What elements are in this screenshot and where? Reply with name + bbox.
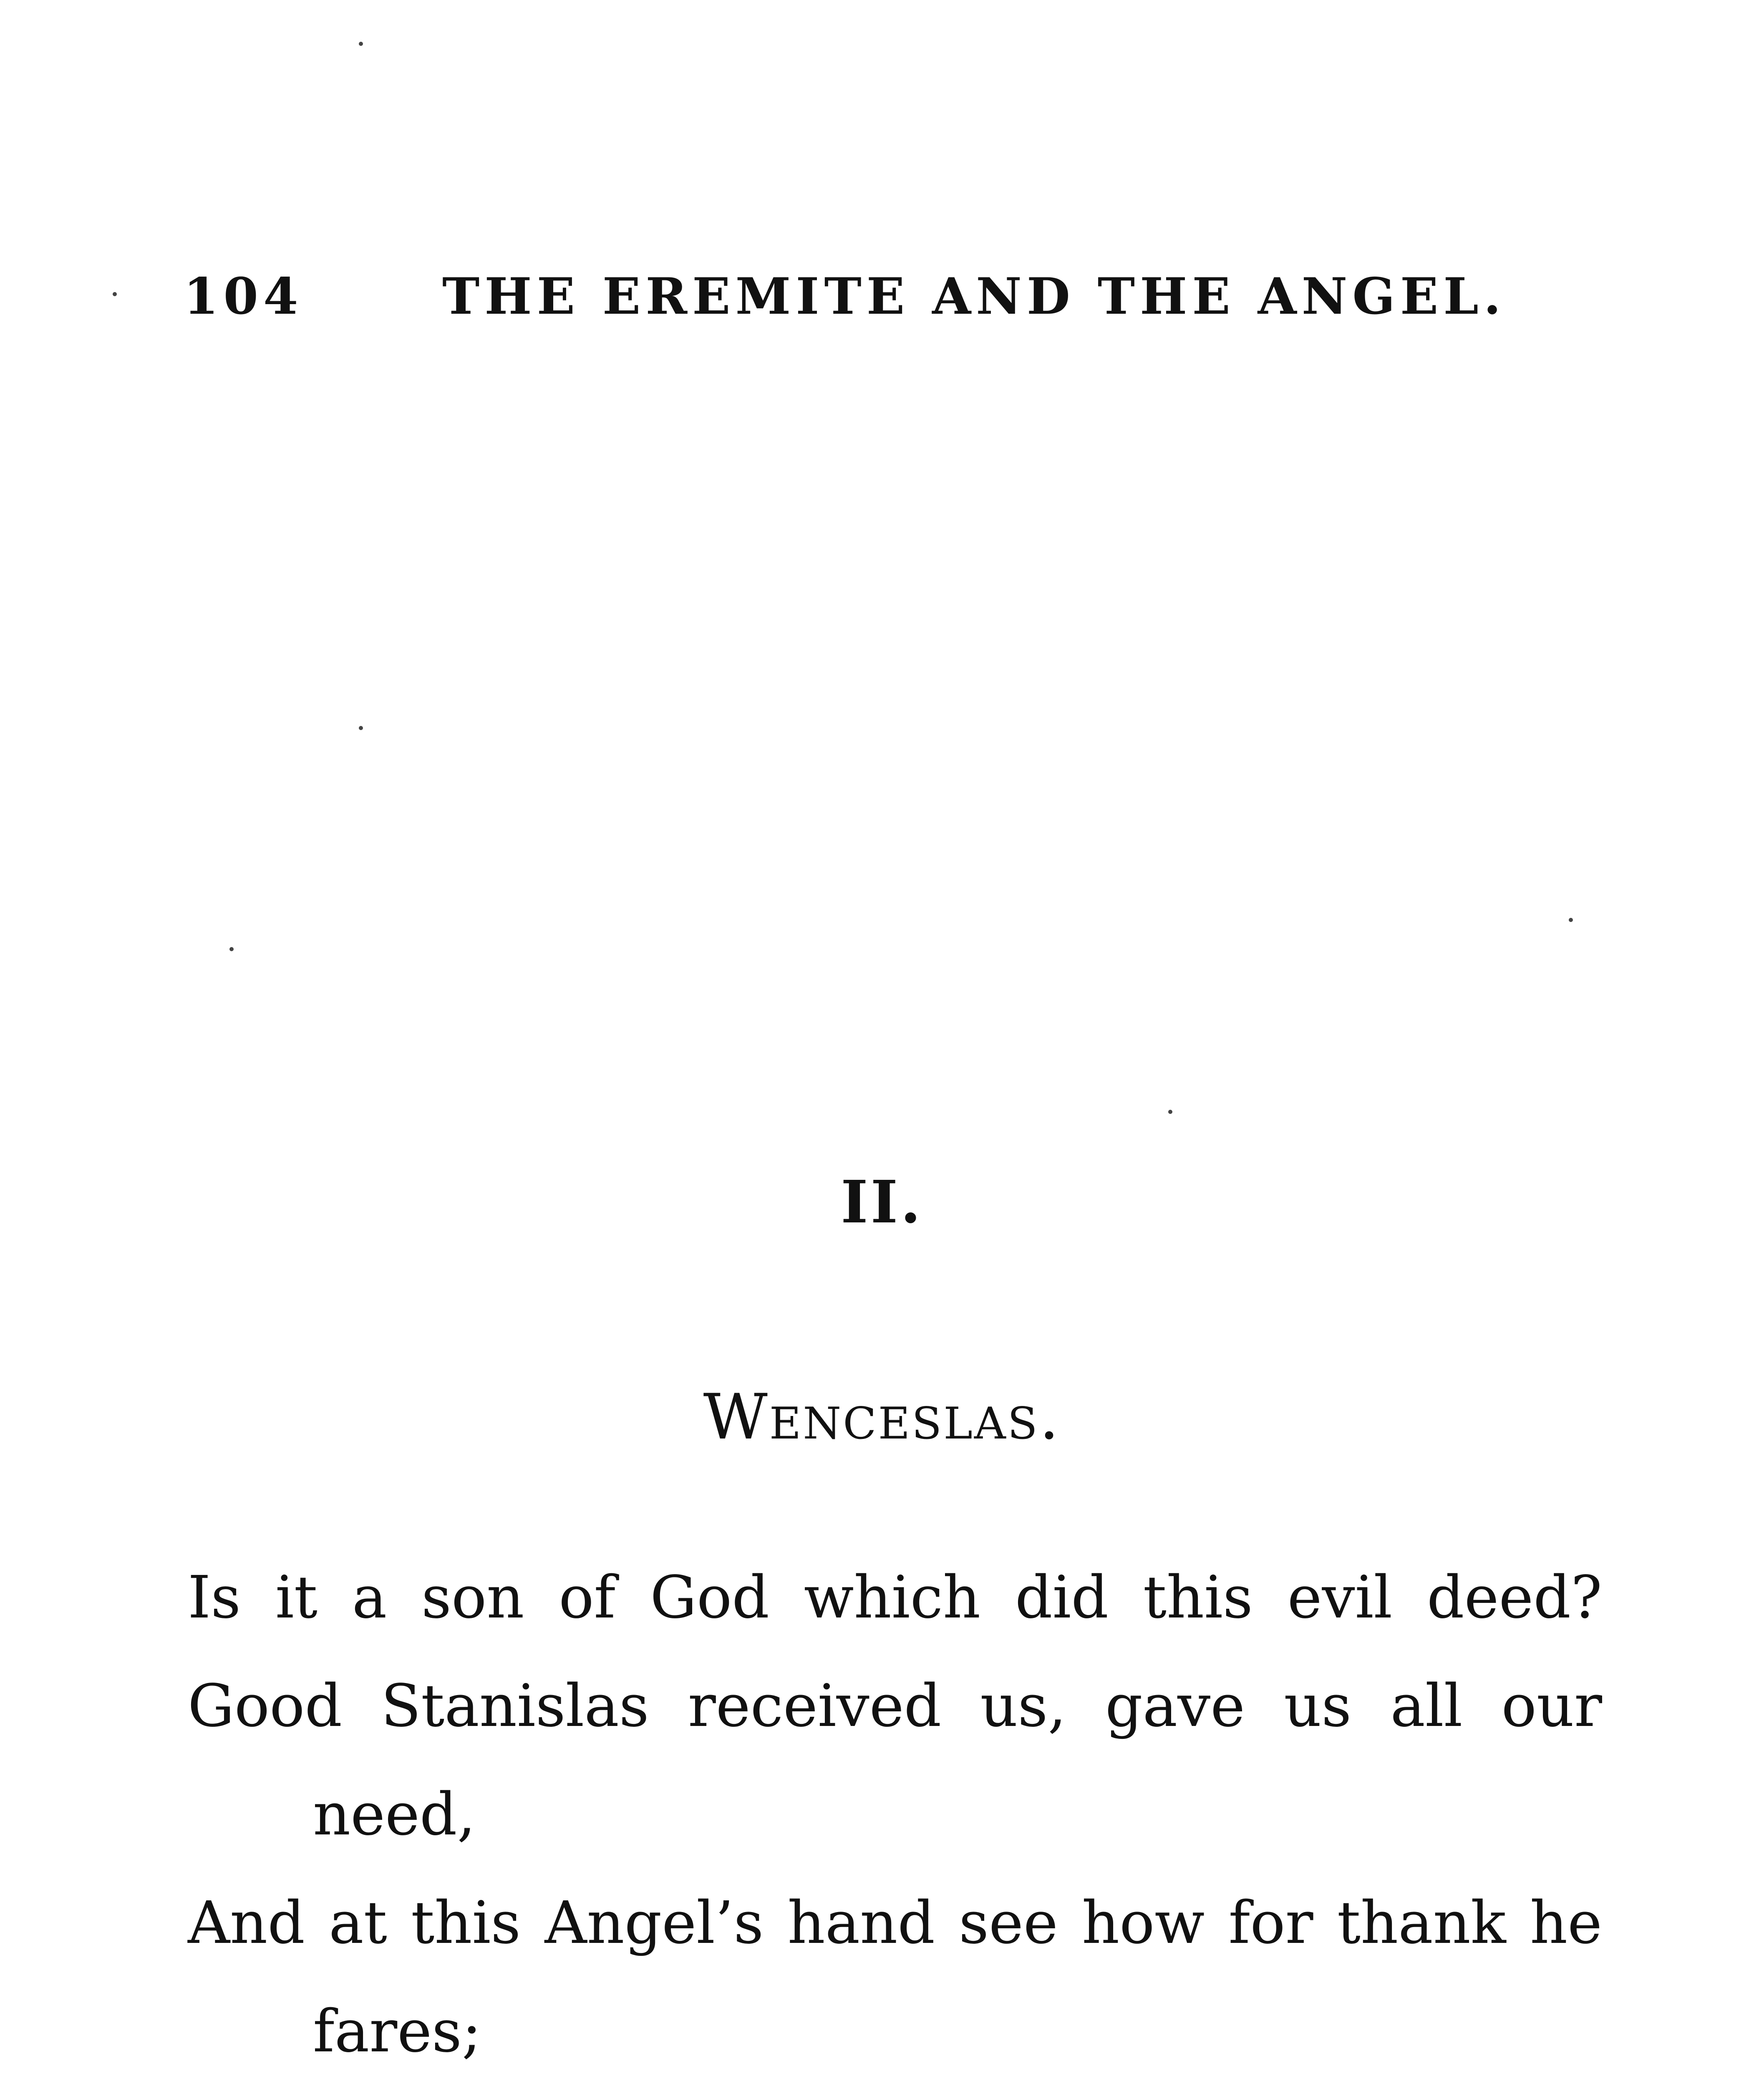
- print-speck: [359, 42, 363, 46]
- print-speck: [113, 292, 117, 296]
- verse-line-3-continuation: fares;: [313, 1998, 482, 2066]
- verse-line-2-continuation: need,: [313, 1781, 476, 1849]
- running-title: THE EREMITE AND THE ANGEL.: [442, 267, 1506, 326]
- print-speck: [1168, 1110, 1172, 1114]
- verse-line-1: Is it a son of God which did this evil deed?: [188, 1564, 1602, 1632]
- verse-line-3: And at this Angel’s hand see how for thank he: [188, 1889, 1602, 1957]
- print-speck: [359, 726, 363, 730]
- print-speck: [229, 947, 234, 951]
- verse-block: [188, 1544, 1602, 2086]
- running-header: [184, 267, 1602, 326]
- speaker-name: Wenceslas.: [703, 1381, 1061, 1454]
- section-number: II.: [841, 1168, 923, 1237]
- verse-line-2: Good Stanislas received us, gave us all our: [188, 1672, 1602, 1740]
- page-number: 104: [184, 267, 303, 326]
- print-speck: [1569, 918, 1573, 922]
